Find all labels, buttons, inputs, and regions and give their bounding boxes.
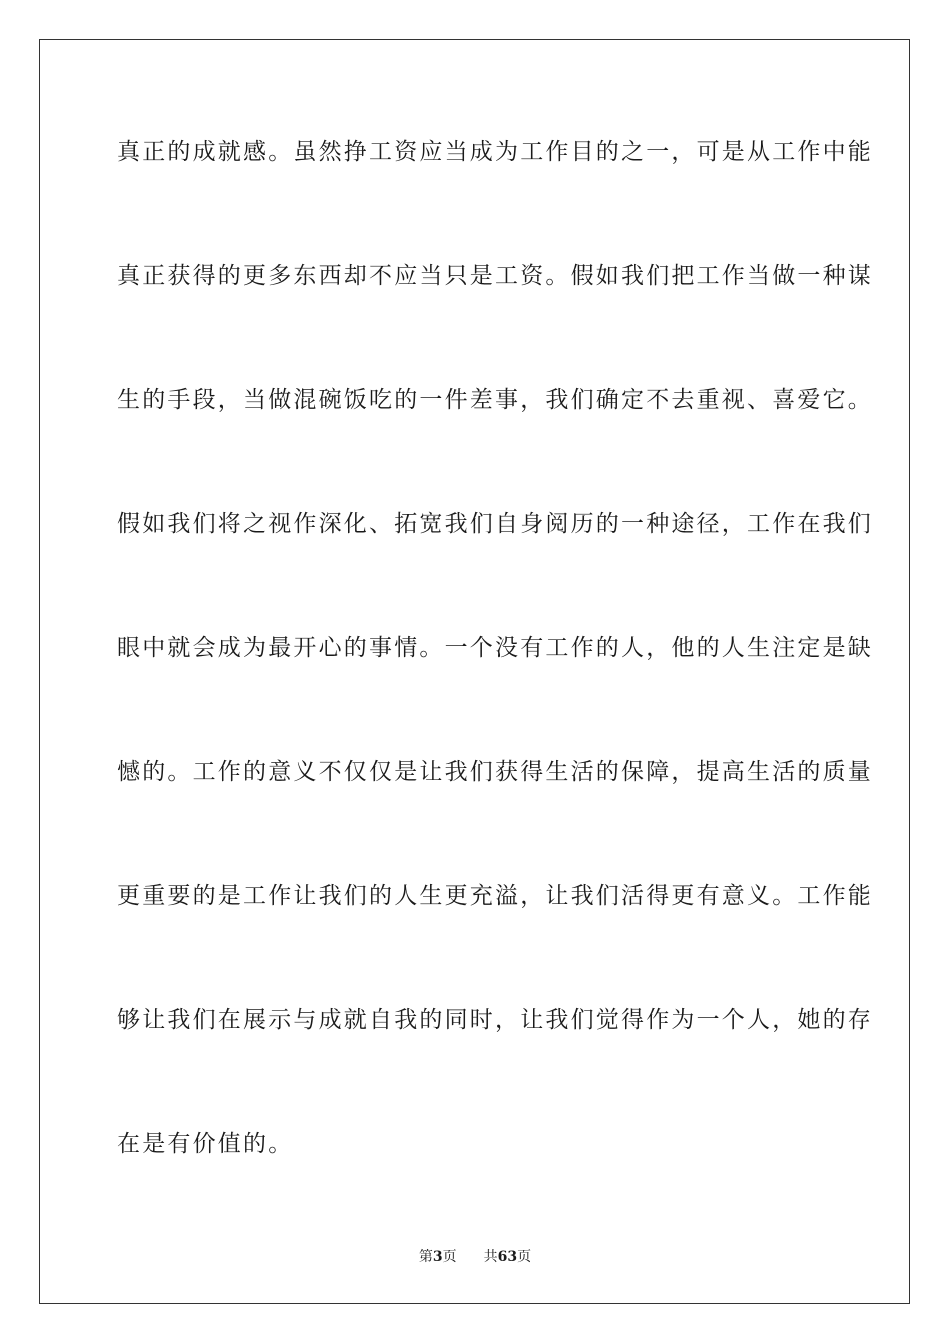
text-line-6: 憾的。工作的意义不仅仅是让我们获得生活的保障，提高生活的质量 (117, 759, 873, 785)
page-prefix: 第 (418, 1249, 433, 1265)
text-line-7: 更重要的是工作让我们的人生更充溢，让我们活得更有意义。工作能 (117, 883, 873, 909)
text-line-4: 假如我们将之视作深化、拓宽我们自身阅历的一种途径，工作在我们 (117, 511, 873, 537)
text-line-1: 真正的成就感。虽然挣工资应当成为工作目的之一，可是从工作中能 (117, 139, 873, 165)
text-line-2: 真正获得的更多东西却不应当只是工资。假如我们把工作当做一种谋 (117, 263, 873, 289)
text-line-9: 在是有价值的。 (117, 1131, 294, 1157)
page-number: 3 (432, 1249, 443, 1265)
page-label (419, 1249, 461, 1265)
text-line-3: 生的手段，当做混碗饭吃的一件差事，我们确定不去重视、喜爱它。 (117, 387, 873, 413)
page-suffix: 页 (442, 1249, 457, 1265)
page-border (39, 39, 910, 1304)
total-label (479, 1249, 531, 1265)
text-line-5: 眼中就会成为最开心的事情。一个没有工作的人，他的人生注定是缺 (117, 635, 873, 661)
total-prefix: 共 (483, 1249, 498, 1265)
total-pages: 63 (497, 1249, 518, 1265)
text-line-8: 够让我们在展示与成就自我的同时，让我们觉得作为一个人，她的存 (117, 1007, 873, 1033)
total-suffix: 页 (517, 1249, 532, 1265)
page-footer (0, 1248, 950, 1266)
